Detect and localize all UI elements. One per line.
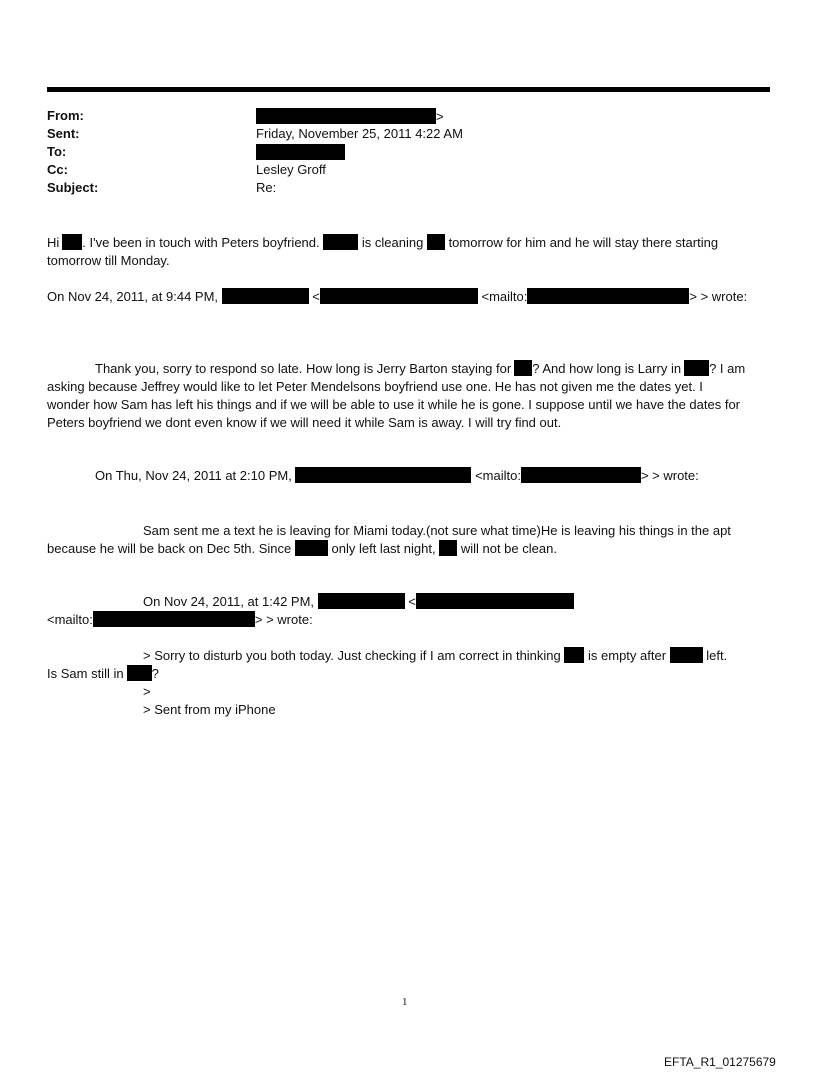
paragraph-line — [47, 540, 772, 558]
text-span: ? — [151, 666, 159, 681]
text-span: > > wrote: — [640, 468, 699, 483]
to-label: To: — [47, 144, 67, 159]
redaction-block — [427, 234, 445, 250]
paragraph-line: asking because Jeffrey would like to let Peter Mendelsons boyfriend use one. He has not given me the dates yet. I — [47, 379, 703, 394]
sent-label: Sent: — [47, 126, 80, 141]
redaction-block — [222, 288, 309, 304]
from-label: From: — [47, 108, 84, 123]
redaction-block — [256, 108, 436, 124]
redaction-block — [256, 144, 345, 160]
from-value — [256, 108, 444, 124]
paragraph-line — [47, 234, 772, 252]
paragraph-line — [47, 647, 772, 665]
to-row — [47, 144, 747, 162]
paragraph-line: Peters boyfriend we dont even know if we will need it while Sam is away. I will try find out. — [47, 415, 562, 430]
from-row — [47, 108, 747, 126]
text-span: Is Sam still in — [47, 666, 124, 681]
redaction-block — [416, 593, 574, 609]
text-span: Thank you, sorry to respond so late. How long is Jerry Barton staying for — [95, 361, 512, 376]
cc-value: Lesley Groff — [256, 162, 326, 177]
text-span: <mailto: — [47, 612, 93, 627]
quote-header-line — [47, 288, 772, 306]
quote-header — [47, 593, 772, 629]
text-span: is cleaning — [361, 235, 424, 250]
redaction-block — [684, 360, 709, 376]
text-span: is empty after — [588, 648, 667, 663]
text-span: < — [408, 594, 416, 609]
paragraph-line: tomorrow till Monday. — [47, 253, 170, 268]
text-span: On Nov 24, 2011, at 1:42 PM, — [143, 594, 315, 609]
text-span: only left last night, — [331, 541, 436, 556]
text-span: . I've been in touch with Peters boyfriend. — [82, 235, 320, 250]
text-span: On Thu, Nov 24, 2011 at 2:10 PM, — [95, 468, 292, 483]
redaction-block — [670, 647, 703, 663]
text-span: will not be clean. — [460, 541, 557, 556]
text-span: <mailto: — [481, 289, 528, 304]
subject-value: Re: — [256, 180, 277, 195]
redaction-block — [514, 360, 532, 376]
subject-label: Subject: — [47, 180, 99, 195]
header-divider — [47, 87, 770, 92]
to-value — [256, 144, 345, 160]
redaction-block — [323, 234, 358, 250]
document-id: EFTA_R1_01275679 — [664, 1055, 776, 1069]
cc-row — [47, 162, 747, 180]
text-span: left. — [706, 648, 728, 663]
redaction-block — [93, 611, 255, 627]
text-span: Hi — [47, 235, 60, 250]
reply-paragraph — [47, 234, 772, 270]
text-span: ? I am — [709, 361, 746, 376]
quote-header — [47, 288, 772, 306]
quoted-paragraph — [47, 522, 772, 558]
quote-header-line — [47, 467, 772, 485]
paragraph-line: > — [143, 684, 151, 699]
quote-header-line — [47, 611, 772, 629]
page-number: 1 — [402, 996, 408, 1008]
subject-row — [47, 180, 747, 198]
sent-value: Friday, November 25, 2011 4:22 AM — [256, 126, 463, 141]
paragraph-line — [47, 360, 772, 378]
quote-header-line — [47, 593, 772, 611]
text-span: > Sorry to disturb you both today. Just checking if I am correct in thinking — [143, 648, 561, 663]
redaction-block — [295, 540, 328, 556]
email-header — [47, 108, 747, 198]
quoted-paragraph — [47, 360, 772, 432]
redaction-block — [295, 467, 471, 483]
redaction-block — [439, 540, 457, 556]
paragraph-line: Sam sent me a text he is leaving for Miami today.(not sure what time)He is leaving his things in the apt — [143, 523, 731, 538]
redaction-block — [62, 234, 82, 250]
redaction-block — [318, 593, 405, 609]
text-span: because he will be back on Dec 5th. Since — [47, 541, 292, 556]
redaction-block — [564, 647, 584, 663]
sent-row — [47, 126, 747, 144]
text-span: tomorrow for him and he will stay there starting — [448, 235, 719, 250]
text-span: > > wrote: — [254, 612, 313, 627]
redaction-block — [521, 467, 641, 483]
paragraph-line: > Sent from my iPhone — [143, 702, 276, 717]
redaction-block — [320, 288, 478, 304]
paragraph-line — [47, 665, 772, 683]
from-tail: > — [436, 109, 444, 124]
quoted-paragraph — [47, 647, 772, 719]
text-span: <mailto: — [475, 468, 521, 483]
text-span: ? And how long is Larry in — [532, 361, 682, 376]
redaction-block — [527, 288, 689, 304]
cc-label: Cc: — [47, 162, 68, 177]
paragraph-line: wonder how Sam has left his things and if we will be able to use it while he is gone. I suppose until we have the dates for — [47, 397, 741, 412]
text-span: On Nov 24, 2011, at 9:44 PM, — [47, 289, 219, 304]
quote-header — [47, 467, 772, 485]
text-span: < — [312, 289, 320, 304]
text-span: > > wrote: — [689, 289, 748, 304]
redaction-block — [127, 665, 152, 681]
